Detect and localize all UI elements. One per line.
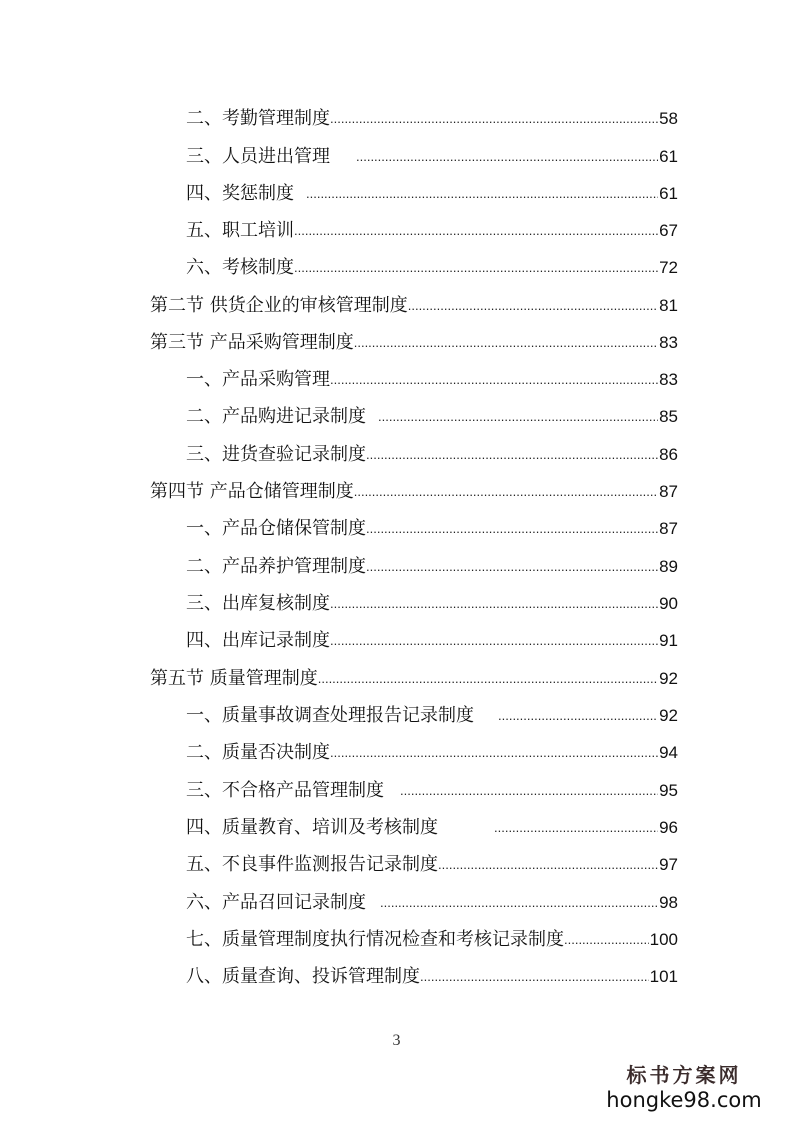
toc-entry-label: 四、奖惩制度 bbox=[186, 183, 294, 204]
dot-leader bbox=[380, 895, 658, 910]
toc-entry bbox=[186, 436, 678, 466]
dot-leader bbox=[438, 857, 658, 872]
toc-entry-page: 85 bbox=[659, 407, 678, 426]
toc-entry-page: 94 bbox=[659, 743, 678, 762]
dot-leader bbox=[330, 633, 658, 648]
toc-entry-label: 二、考勤管理制度 bbox=[186, 108, 330, 129]
toc-entry bbox=[186, 175, 678, 205]
toc-entry bbox=[186, 510, 678, 540]
toc-entry-page: 83 bbox=[659, 370, 678, 389]
dot-leader bbox=[400, 783, 658, 798]
toc-entry-page: 87 bbox=[659, 519, 678, 538]
toc-entry-label: 二、质量否决制度 bbox=[186, 742, 330, 763]
toc-entry bbox=[186, 100, 678, 130]
toc-entry bbox=[186, 921, 678, 951]
toc-entry-page: 95 bbox=[659, 781, 678, 800]
dot-leader bbox=[498, 708, 658, 723]
toc-entry-label: 七、质量管理制度执行情况检查和考核记录制度 bbox=[186, 929, 564, 950]
toc-entry bbox=[186, 212, 678, 242]
toc-entry-label: 第四节 产品仓储管理制度 bbox=[150, 481, 354, 502]
dot-leader bbox=[564, 932, 649, 947]
toc-entry-page: 97 bbox=[659, 855, 678, 874]
toc-entry-label: 五、不良事件监测报告记录制度 bbox=[186, 854, 438, 875]
toc-entry bbox=[150, 287, 678, 317]
toc-entry-label: 三、不合格产品管理制度 bbox=[186, 780, 384, 801]
dot-leader bbox=[354, 335, 658, 350]
toc-entry-label: 二、产品购进记录制度 bbox=[186, 406, 366, 427]
toc-entry-page: 81 bbox=[659, 296, 678, 315]
toc-entry-label: 四、出库记录制度 bbox=[186, 630, 330, 651]
toc-entry bbox=[186, 958, 678, 988]
dot-leader bbox=[306, 186, 658, 201]
toc-entry-page: 87 bbox=[659, 482, 678, 501]
page-number: 3 bbox=[392, 1032, 401, 1049]
toc-entry-label: 六、产品召回记录制度 bbox=[186, 892, 366, 913]
watermark-site: hongke98.com bbox=[606, 1088, 762, 1112]
toc-entry bbox=[186, 734, 678, 764]
toc-entry-page: 98 bbox=[659, 893, 678, 912]
dot-leader bbox=[330, 596, 658, 611]
dot-leader bbox=[294, 260, 658, 275]
watermark-logo bbox=[589, 1059, 779, 1112]
toc-entry bbox=[186, 585, 678, 615]
toc-entry-page: 91 bbox=[659, 631, 678, 650]
dot-leader bbox=[330, 372, 658, 387]
toc-entry bbox=[186, 884, 678, 914]
toc-entry-page: 90 bbox=[659, 594, 678, 613]
toc-entry-label: 三、人员进出管理 bbox=[186, 146, 330, 167]
toc-entry-label: 一、质量事故调查处理报告记录制度 bbox=[186, 705, 474, 726]
toc-entry bbox=[186, 361, 678, 391]
toc-entry-label: 八、质量查询、投诉管理制度 bbox=[186, 966, 420, 987]
toc-entry-label: 第二节 供货企业的审核管理制度 bbox=[150, 295, 408, 316]
toc-entry bbox=[186, 846, 678, 876]
dot-leader bbox=[330, 111, 658, 126]
toc-entry-label: 三、进货查验记录制度 bbox=[186, 444, 366, 465]
toc-entry-label: 第三节 产品采购管理制度 bbox=[150, 332, 354, 353]
toc-entry-label: 一、产品仓储保管制度 bbox=[186, 518, 366, 539]
toc-entry bbox=[150, 473, 678, 503]
toc-entry bbox=[186, 772, 678, 802]
toc-entry-page: 72 bbox=[659, 258, 678, 277]
toc-entry-page: 92 bbox=[659, 706, 678, 725]
toc-entry-label: 五、职工培训 bbox=[186, 220, 294, 241]
toc-entry-label: 一、产品采购管理 bbox=[186, 369, 330, 390]
dot-leader bbox=[366, 447, 658, 462]
dot-leader bbox=[354, 484, 658, 499]
dot-leader bbox=[318, 671, 658, 686]
toc-entry-page: 83 bbox=[659, 333, 678, 352]
toc-entry-label: 第五节 质量管理制度 bbox=[150, 668, 318, 689]
toc-entry-label: 四、质量教育、培训及考核制度 bbox=[186, 817, 438, 838]
toc-entry-page: 61 bbox=[659, 147, 678, 166]
dot-leader bbox=[366, 559, 658, 574]
toc-entry-page: 58 bbox=[659, 109, 678, 128]
dot-leader bbox=[366, 521, 658, 536]
toc-entry bbox=[150, 324, 678, 354]
toc-entry-label: 二、产品养护管理制度 bbox=[186, 556, 366, 577]
dot-leader bbox=[330, 745, 658, 760]
toc-entry bbox=[186, 622, 678, 652]
toc-entry-page: 89 bbox=[659, 557, 678, 576]
toc-entry bbox=[186, 548, 678, 578]
dot-leader bbox=[420, 969, 649, 984]
dot-leader bbox=[378, 409, 658, 424]
toc-entry-page: 67 bbox=[659, 221, 678, 240]
toc-entry bbox=[186, 697, 678, 727]
toc-entry-label: 六、考核制度 bbox=[186, 257, 294, 278]
toc-entry bbox=[150, 660, 678, 690]
watermark-title: 标书方案网 bbox=[626, 1063, 742, 1087]
toc-entry-page: 86 bbox=[659, 445, 678, 464]
toc-entry-page: 100 bbox=[649, 930, 678, 949]
toc-entry-page: 101 bbox=[649, 967, 678, 986]
toc-entry-page: 92 bbox=[659, 669, 678, 688]
dot-leader bbox=[408, 298, 658, 313]
dot-leader bbox=[356, 149, 658, 164]
dot-leader bbox=[494, 820, 658, 835]
toc-entry bbox=[186, 809, 678, 839]
toc-entry-page: 61 bbox=[659, 184, 678, 203]
toc-entry bbox=[186, 138, 678, 168]
dot-leader bbox=[294, 223, 658, 238]
toc-entry bbox=[186, 398, 678, 428]
toc-entry-label: 三、出库复核制度 bbox=[186, 593, 330, 614]
toc-entry-page: 96 bbox=[659, 818, 678, 837]
toc-entry bbox=[186, 249, 678, 279]
